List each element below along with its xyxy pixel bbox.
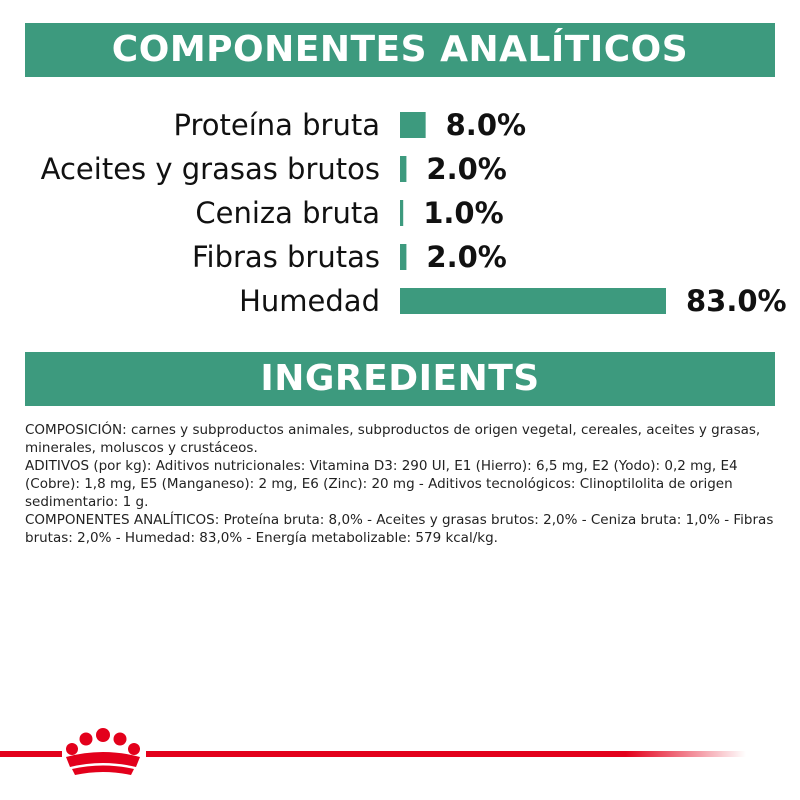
analytics-bar-chart: [0, 95, 800, 335]
value-label: 2.0%: [426, 152, 507, 186]
bar: [400, 200, 403, 226]
category-label: Aceites y grasas brutos: [40, 152, 380, 186]
composition-paragraph: COMPOSICIÓN: carnes y subproductos animales, subproductos de origen vegetal, cereales, aceites y grasas, minerales, moluscos y crustáceos.: [25, 422, 761, 456]
footer-red-line-left: [0, 751, 62, 757]
additives-paragraph: ADITIVOS (por kg): Aditivos nutricionales: Vitamina D3: 290 UI, E1 (Hierro): 6,5 mg, E2 (Yodo): 0,2 mg, E4 (Cobre): 1,8 mg, E5 (Manganeso): 2 mg, E6 (Zinc): 20 mg - Aditivos tecnológicos: Clinoptilolita de origen sedimentario: 1 g.: [25, 458, 738, 510]
footer-brand-strip: [0, 725, 800, 785]
value-label: 8.0%: [445, 108, 527, 142]
analytics-paragraph: COMPONENTES ANALÍTICOS: Proteína bruta: 8,0% - Aceites y grasas brutos: 2,0% - Ceniza bruta: 1,0% - Fibras brutas: 2,0% - Humedad: 83,0% - Energía metabolizable: 579 kcal/kg.: [25, 512, 774, 546]
category-label: Ceniza bruta: [195, 196, 380, 230]
royal-canin-crown-logo: [66, 728, 140, 775]
ingredients-banner: INGREDIENTS: [25, 352, 775, 406]
value-label: 83.0%: [686, 284, 787, 318]
value-label: 2.0%: [426, 240, 507, 274]
category-label: Fibras brutas: [191, 240, 380, 274]
analytics-banner: COMPONENTES ANALÍTICOS: [25, 23, 775, 77]
bar: [400, 112, 426, 138]
bar: [400, 156, 406, 182]
ingredients-text: [25, 421, 775, 547]
value-label: 1.0%: [423, 196, 504, 230]
bar: [400, 244, 406, 270]
bar: [400, 288, 666, 314]
category-label: Proteína bruta: [173, 108, 380, 142]
footer-red-line-right: [146, 751, 746, 757]
category-label: Humedad: [239, 284, 380, 318]
